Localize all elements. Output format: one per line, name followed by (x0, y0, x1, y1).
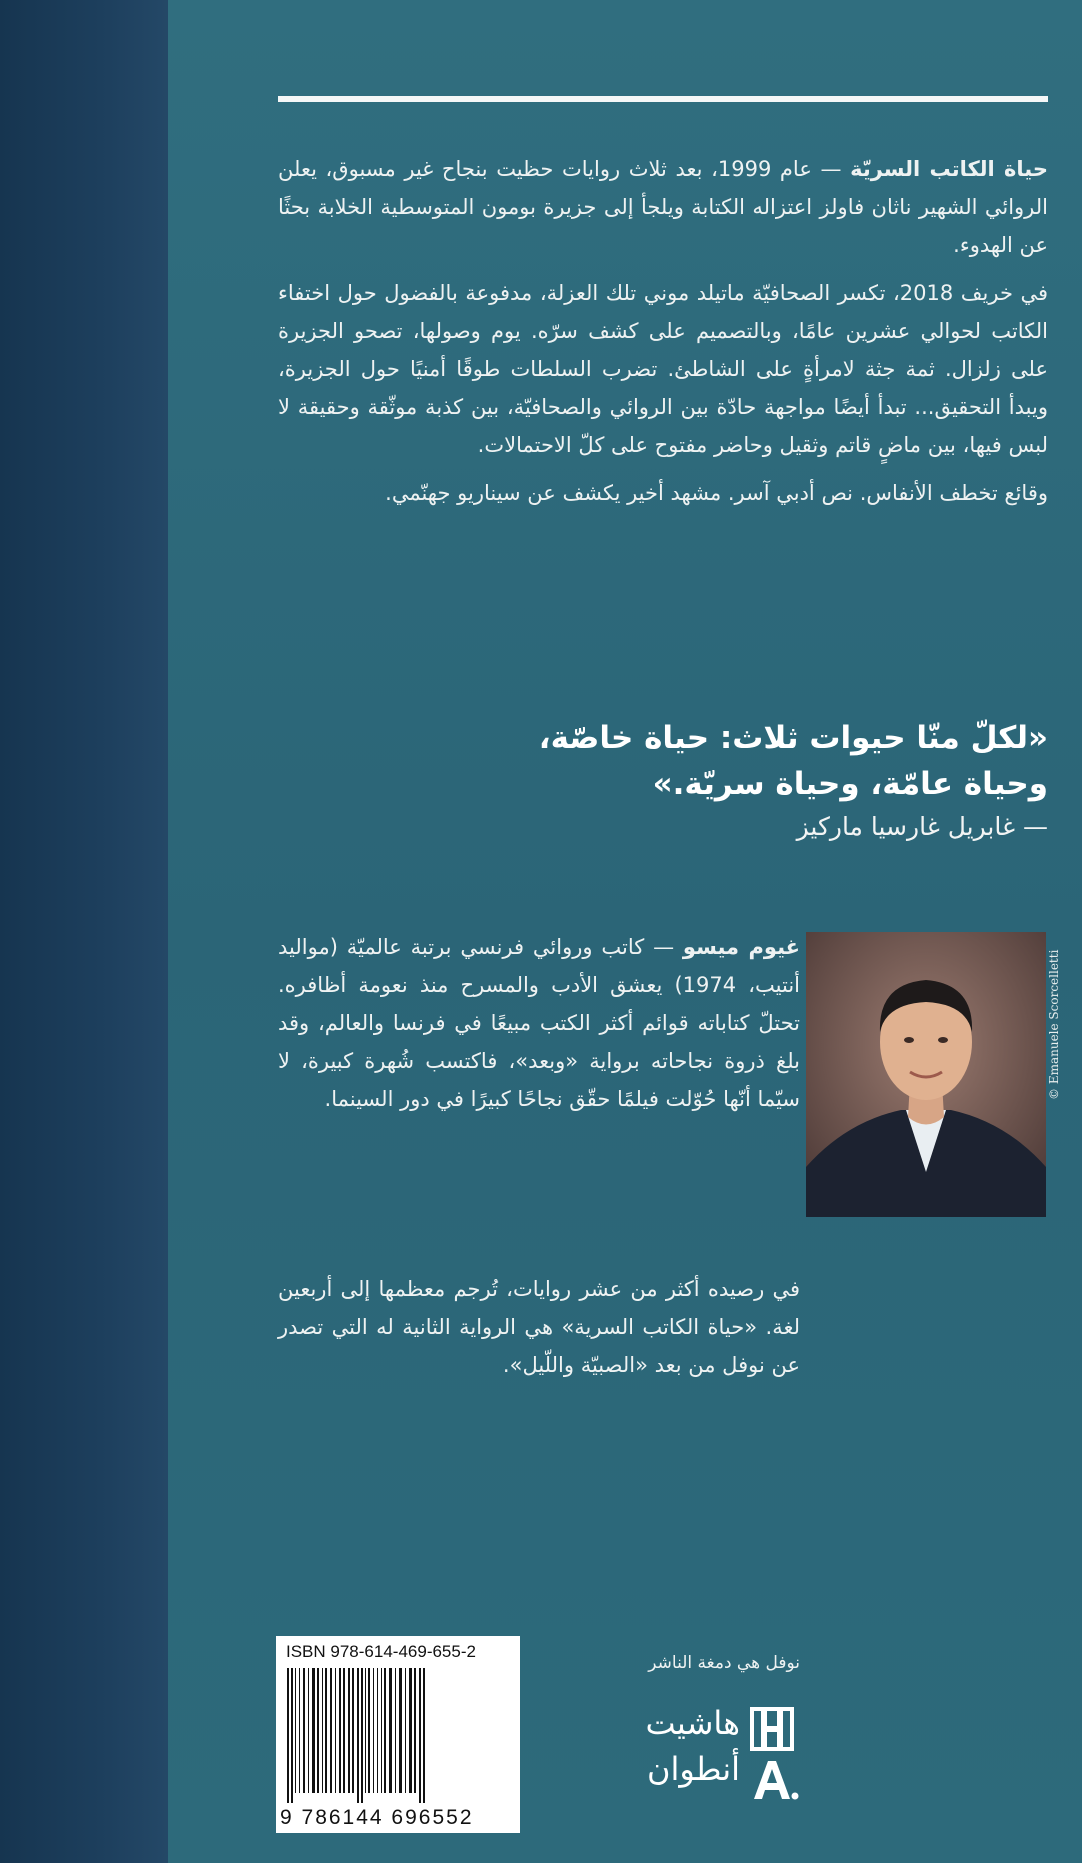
barcode-bar (409, 1668, 412, 1793)
barcode-bar (312, 1668, 315, 1793)
barcode-bar (389, 1668, 392, 1793)
barcode-bar (405, 1668, 406, 1793)
book-title: حياة الكاتب السريّة (850, 157, 1048, 181)
barcode-bar (352, 1668, 354, 1793)
description-paragraph-2: في خريف 2018، تكسر الصحافيّة ماتيلد موني تلك العزلة، مدفوعة بالفضول حول اختفاء الكاتب لحوالي عشرين عامًا، وبالتصميم على كشف سرّه. يوم وصولها، تصحو الجزيرة على زلزال. ثمة جثة لامرأةٍ على الشاطئ. تضرب السلطات طوقًا أمنيًا حول الجزيرة، ويبدأ التحقيق... تبدأ أيضًا مواجهة حادّة بين الروائي والصحافيّة، بين كذبة موثّقة وحقيقة لا لبس فيها، بين ماضٍ قاتم وثقيل وحاضر مفتوح على كلّ الاحتمالات. (278, 281, 1049, 457)
quote-line-2: وحياة عامّة، وحياة سريّة.» (652, 766, 1048, 802)
barcode-bar (377, 1668, 378, 1793)
barcode-bar (325, 1668, 327, 1793)
quote-author: — غابريل غارسيا ماركيز (796, 812, 1048, 841)
author-name: غيوم ميسو (682, 935, 800, 959)
imprint-note: نوفل هي دمغة الناشر (648, 1653, 800, 1673)
barcode-bar (368, 1668, 370, 1793)
barcode-bar (308, 1668, 309, 1793)
description-paragraph-3: وقائع تخطف الأنفاس. نص أدبي آسر. مشهد أخير يكشف عن سيناريو جهنّمي. (385, 481, 1048, 505)
barcode-bar (291, 1668, 293, 1803)
bio-paragraph-1 (278, 928, 800, 1118)
barcode-bar (330, 1668, 332, 1793)
author-biography-continued (278, 1270, 800, 1394)
description-intro: — عام 1999، بعد ثلاث روايات حظيت بنجاح غير مسبوق، يعلن الروائي الشهير ناثان فاولز اعتزاله الكتابة ويلجأ إلى جزيرة بومون المتوسطية الخلابة بحثًا عن الهدوء. (278, 157, 1048, 257)
barcode-bar (287, 1668, 289, 1803)
isbn-label: ISBN 978-614-469-655-2 (286, 1642, 476, 1661)
barcode-bar (419, 1668, 421, 1803)
barcode-digits: 9 786144 696552 (280, 1806, 474, 1829)
barcode-bar (295, 1668, 296, 1793)
book-spine (0, 0, 168, 1863)
author-photo (806, 932, 1046, 1217)
barcode-bar (423, 1668, 425, 1803)
barcode-bar (322, 1668, 323, 1793)
description-paragraph-1 (278, 150, 1048, 264)
bio-paragraph-2: في رصيده أكثر من عشر روايات، تُرجم معظمها إلى أربعين لغة. «حياة الكاتب السرية» هي الرواية الثانية له التي تصدر عن نوفل من بعد «الصبيّة واللّيل». (278, 1277, 800, 1377)
top-rule (278, 96, 1048, 102)
bio-intro: — كاتب وروائي فرنسي برتبة عالميّة (مواليد أنتيب، 1974) يعشق الأدب والمسرح منذ نعومة أظافره. تحتلّ كتاباته قوائم أكثر الكتب مبيعًا في فرنسا والعالم، وقد بلغ ذروة نجاحاته برواية «وبعد»، فاكتسب شُهرة كبيرة، لا سيّما أنّها حُوّلت فيلمًا حقّق نجاحًا كبيرًا في دور السينما. (278, 935, 800, 1111)
barcode-bar (299, 1668, 300, 1793)
book-description (278, 150, 1048, 522)
epigraph-quote (278, 715, 1048, 807)
barcode-bar (348, 1668, 350, 1793)
barcode-bar (317, 1668, 319, 1793)
author-portrait-illustration (806, 932, 1046, 1217)
barcode-bar (303, 1668, 305, 1793)
publisher-name-line-1: هاشيت (645, 1704, 740, 1742)
author-biography (278, 928, 800, 1128)
isbn-barcode (276, 1636, 520, 1833)
barcode-bar (343, 1668, 345, 1793)
barcode-bar (373, 1668, 374, 1793)
quote-line-1: «لكلّ منّا حيوات ثلاث: حياة خاصّة، (538, 720, 1048, 756)
barcode-bar (361, 1668, 363, 1803)
barcode-bar (384, 1668, 386, 1793)
barcode-bar (399, 1668, 402, 1793)
barcode-bar (335, 1668, 336, 1793)
barcode-bar (414, 1668, 416, 1793)
barcode-bar (357, 1668, 359, 1803)
publisher-name-line-2: أنطوان (647, 1750, 740, 1788)
photo-credit: © Emanuele Scorcelletti (1047, 949, 1061, 1100)
barcode-bar (339, 1668, 341, 1793)
barcode-bars (283, 1668, 513, 1803)
barcode-bar (395, 1668, 396, 1793)
publisher-name (530, 1700, 740, 1792)
barcode-bar (381, 1668, 382, 1793)
barcode-bar (365, 1668, 366, 1793)
publisher-logo-icon (748, 1705, 800, 1807)
